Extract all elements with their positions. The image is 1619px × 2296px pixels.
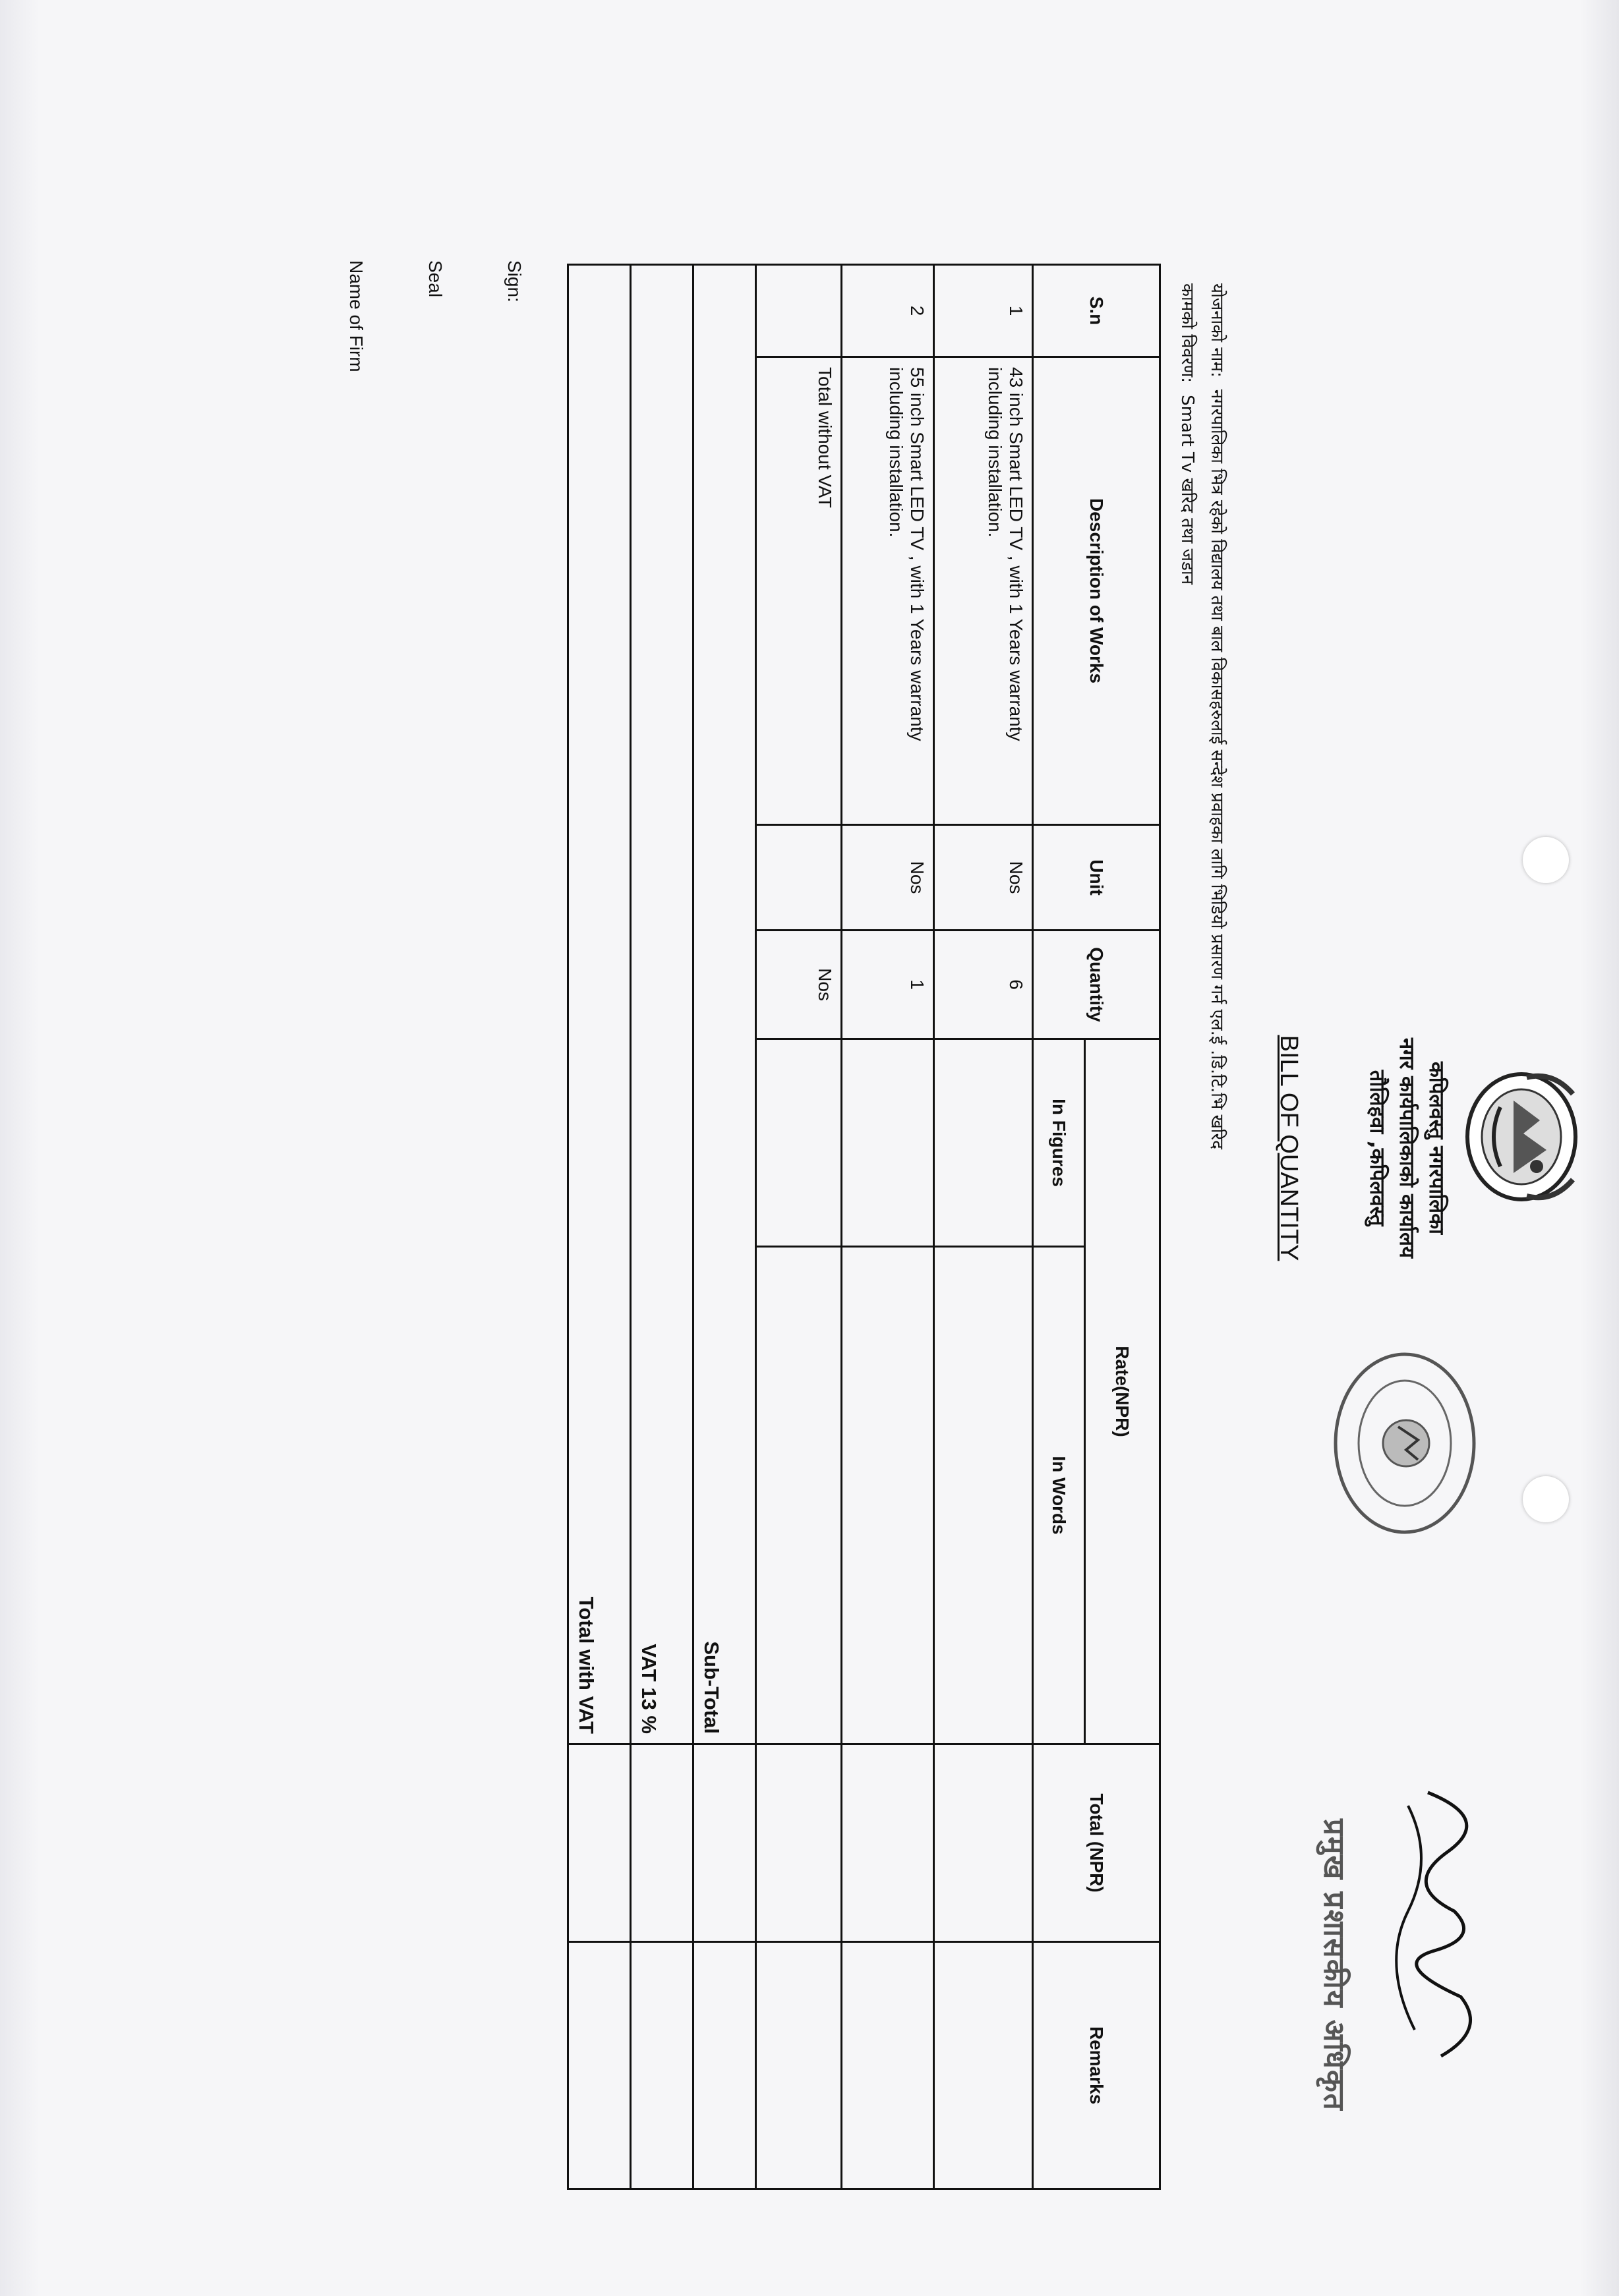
col-header-rate-figures: In Figures bbox=[1033, 1039, 1085, 1247]
total-without-vat-figures bbox=[756, 1039, 842, 1247]
col-header-quantity: Quantity bbox=[1033, 931, 1160, 1039]
col-header-unit: Unit bbox=[1033, 825, 1160, 931]
row-1-sn: 1 bbox=[934, 265, 1033, 357]
row-1-quantity: 6 bbox=[934, 931, 1033, 1039]
row-2-description: 55 inch Smart LED TV , with 1 Years warranty including installation. bbox=[842, 357, 934, 825]
officer-signature bbox=[1375, 1779, 1507, 2076]
col-header-remarks: Remarks bbox=[1033, 1942, 1160, 2189]
row-2-remarks bbox=[842, 1942, 934, 2189]
vat-label: VAT 13 % bbox=[631, 265, 693, 1744]
col-header-rate-words: In Words bbox=[1033, 1247, 1085, 1744]
office-stamp bbox=[1326, 1344, 1484, 1542]
total-with-vat-label: Total with VAT bbox=[568, 265, 631, 1744]
total-with-vat-remarks bbox=[568, 1942, 631, 2189]
total-without-vat-words bbox=[756, 1247, 842, 1744]
table-row bbox=[934, 265, 1033, 2189]
page-title-text: BILL OF QUANTITY bbox=[1275, 1035, 1303, 1261]
vat-value bbox=[631, 1744, 693, 1942]
table-row bbox=[842, 265, 934, 2189]
header-line-1: कपिलवस्तु नगरपालिका bbox=[1425, 1061, 1448, 1235]
vat-remarks bbox=[631, 1942, 693, 2189]
sign-label: Sign: bbox=[504, 260, 525, 302]
page-title bbox=[1274, 0, 1303, 2296]
government-emblem bbox=[1461, 1068, 1593, 1206]
row-2-rate-figures bbox=[842, 1039, 934, 1247]
col-header-rate: Rate(NPR) bbox=[1085, 1039, 1160, 1744]
total-without-vat-unit-blank bbox=[756, 825, 842, 931]
total-without-vat-unit: Nos bbox=[756, 931, 842, 1039]
row-2-total bbox=[842, 1744, 934, 1942]
table-header-row bbox=[1085, 265, 1160, 2189]
row-1-unit: Nos bbox=[934, 825, 1033, 931]
header-line-3: तौलिहवा ,कपिलवस्तु bbox=[1365, 1070, 1389, 1226]
total-without-vat-remarks bbox=[756, 1942, 842, 2189]
total-without-vat-label: Total without VAT bbox=[756, 357, 842, 825]
row-2-rate-words bbox=[842, 1247, 934, 1744]
project-name-label: योजनाको नाम: bbox=[1207, 283, 1227, 378]
row-1-remarks bbox=[934, 1942, 1033, 2189]
row-1-total bbox=[934, 1744, 1033, 1942]
project-name-value: नगरपालिका भित्र रहेको विद्यालय तथा बाल विकासहरुलाई सन्देश प्रवाहका लागि भिडियो प्रसारण गर्न एल.ई .डि.टि.भि खरिद bbox=[1207, 389, 1227, 1149]
row-2-quantity: 1 bbox=[842, 931, 934, 1039]
name-of-firm-label: Name of Firm bbox=[346, 260, 367, 372]
seal-label: Seal bbox=[425, 260, 446, 298]
total-with-vat-value bbox=[568, 1744, 631, 1942]
total-without-vat-row bbox=[756, 265, 842, 2189]
row-2-sn: 2 bbox=[842, 265, 934, 357]
total-without-vat-total bbox=[756, 1744, 842, 1942]
work-description-value: Smart Tv खरिद तथा जडान bbox=[1177, 395, 1197, 585]
vat-row bbox=[631, 265, 693, 2189]
header-line-2: नगर कार्यपालिकाको कार्यालय bbox=[1395, 1038, 1419, 1258]
row-1-rate-figures bbox=[934, 1039, 1033, 1247]
project-name-line bbox=[1206, 283, 1230, 1149]
col-header-sn: S.n bbox=[1033, 265, 1160, 357]
row-1-description: 43 inch Smart LED TV , with 1 Years warranty including installation. bbox=[934, 357, 1033, 825]
total-without-vat-sn bbox=[756, 265, 842, 357]
sub-total-label: Sub-Total bbox=[693, 265, 756, 1744]
work-description-label: कामको विवरण: bbox=[1177, 283, 1197, 384]
sub-total-row bbox=[693, 265, 756, 2189]
sub-total-value bbox=[693, 1744, 756, 1942]
total-with-vat-row bbox=[568, 265, 631, 2189]
col-header-total: Total (NPR) bbox=[1033, 1744, 1160, 1942]
sub-total-remarks bbox=[693, 1942, 756, 2189]
officer-designation-stamp: प्रमुख प्रशासकीय अधिकृत bbox=[1317, 1819, 1351, 2111]
bill-of-quantity-table bbox=[567, 264, 1161, 2190]
row-2-unit: Nos bbox=[842, 825, 934, 931]
col-header-description: Description of Works bbox=[1033, 357, 1160, 825]
row-1-rate-words bbox=[934, 1247, 1033, 1744]
work-description-line bbox=[1177, 283, 1200, 585]
